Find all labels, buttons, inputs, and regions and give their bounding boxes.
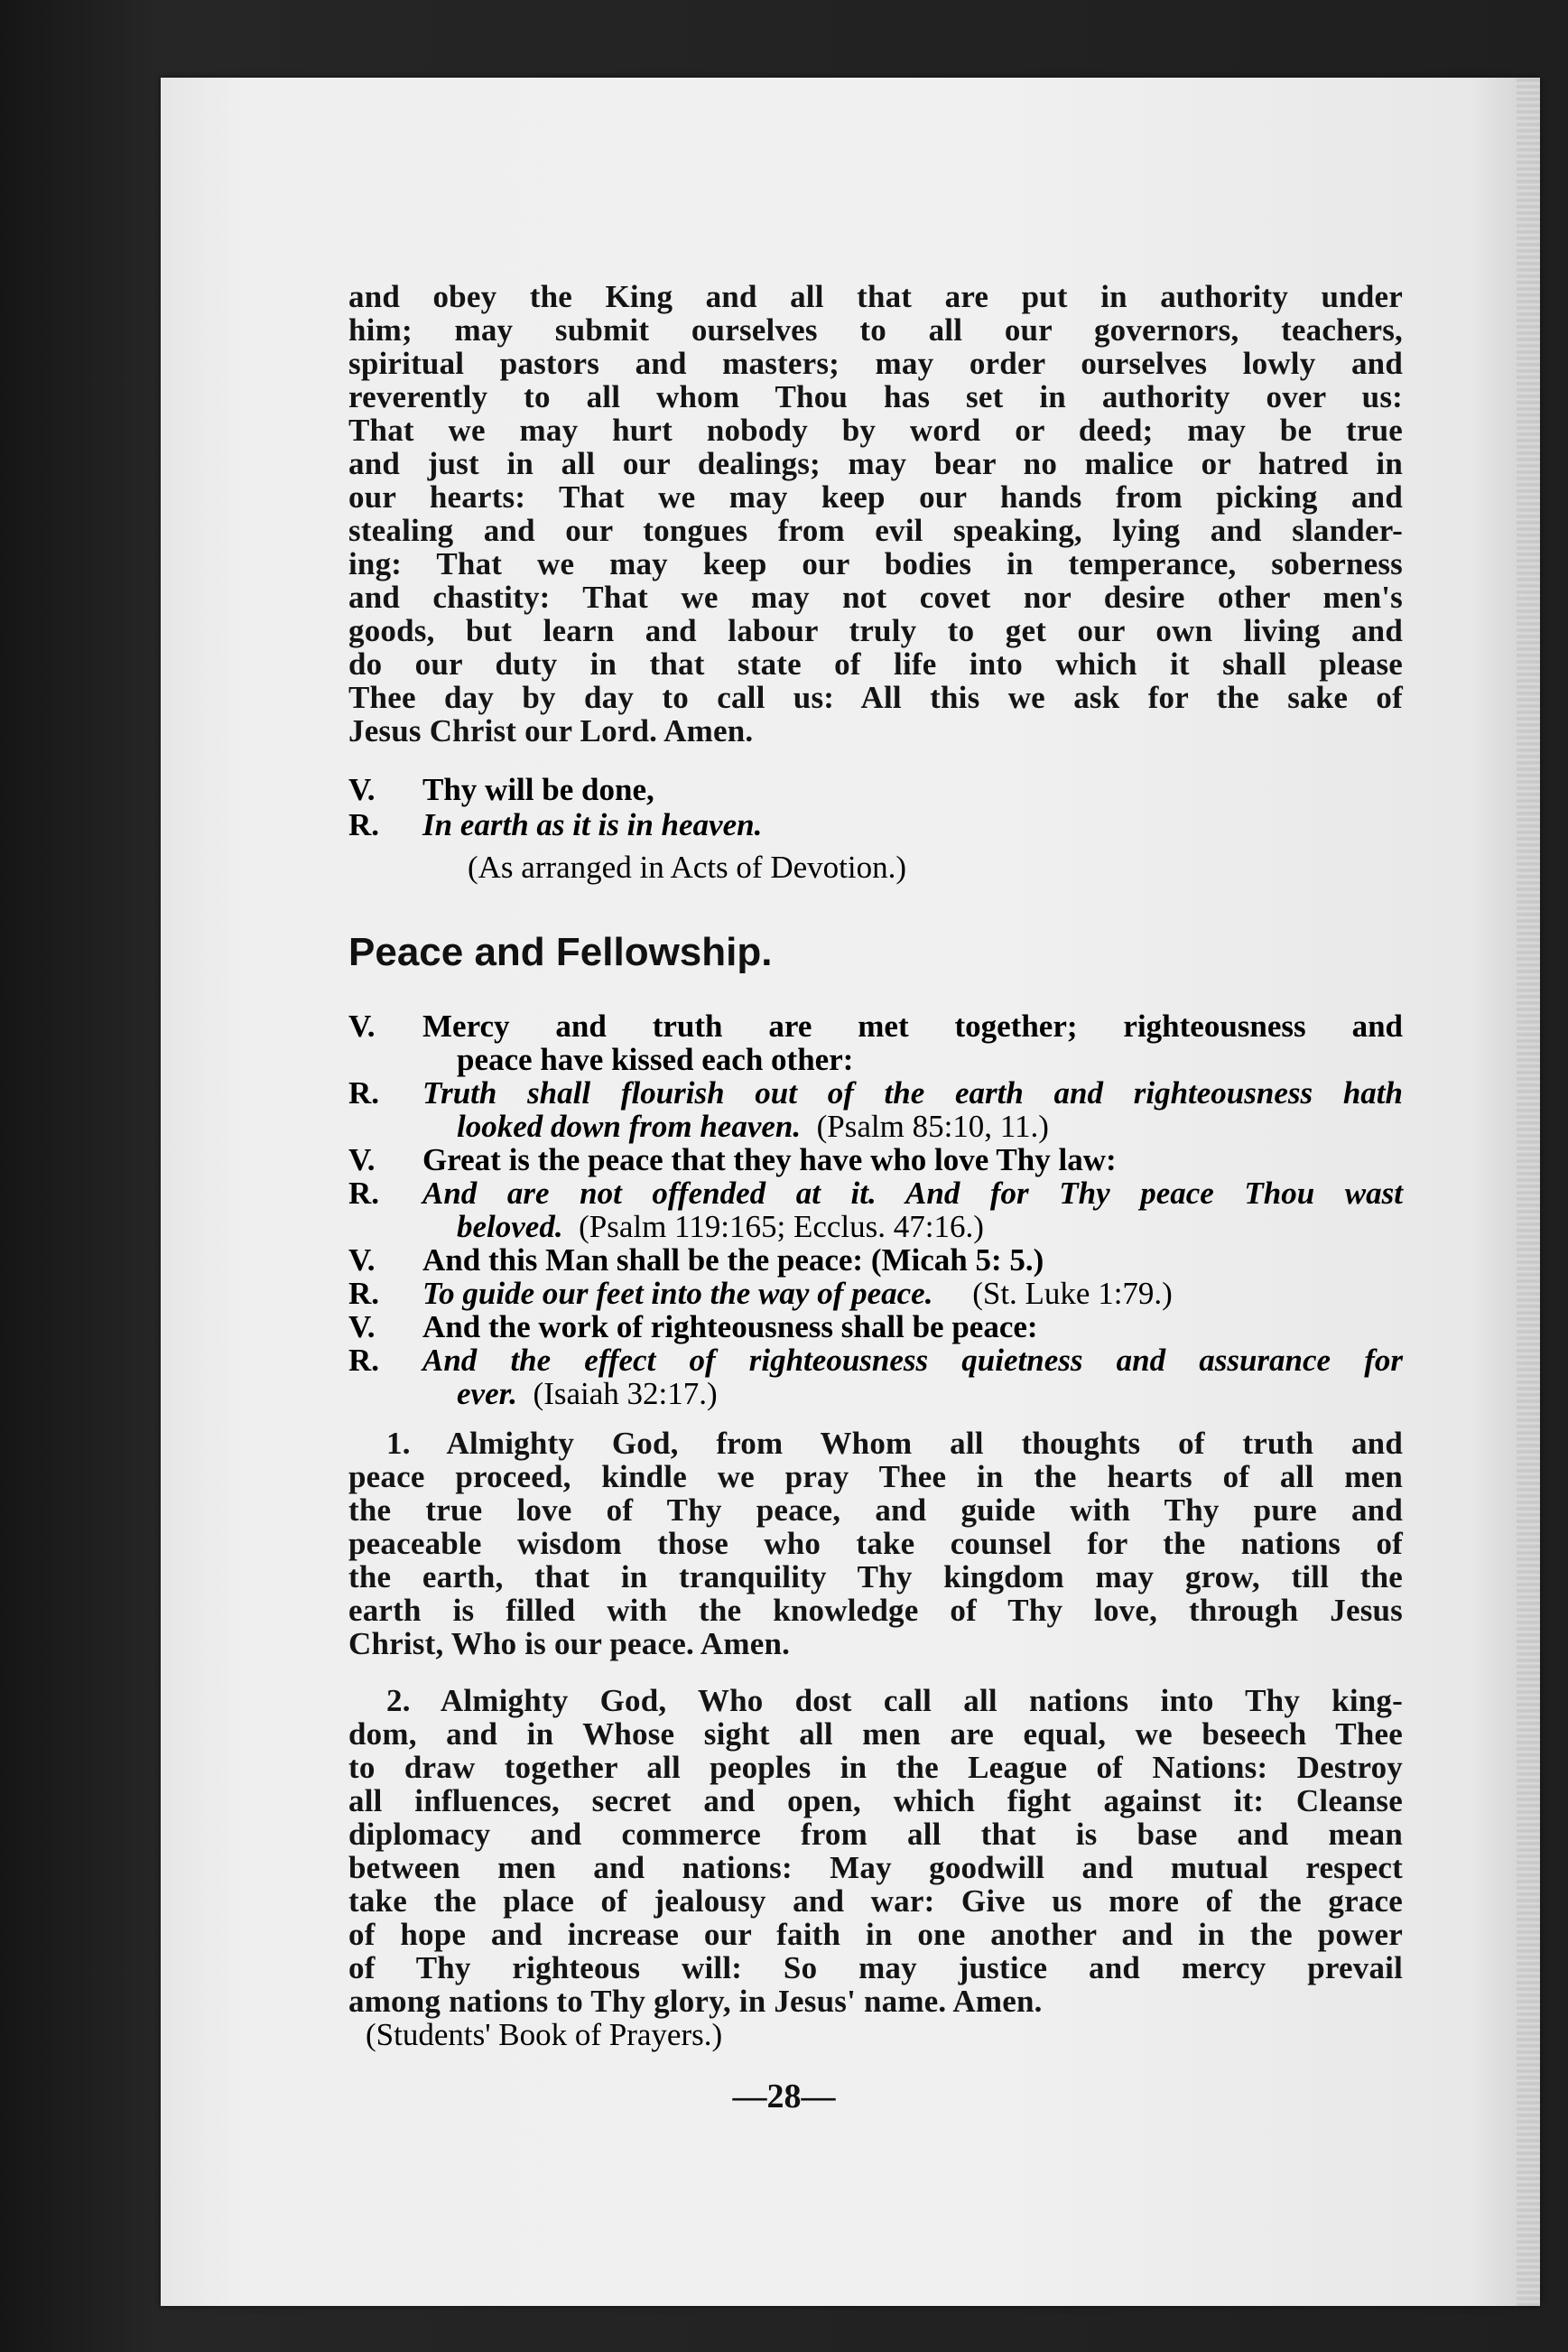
prayer-line: the earth, that in tranquility Thy kingdom may grow, till the (348, 1559, 1403, 1594)
prayer-line: That we may hurt nobody by word or deed; may be true (348, 413, 1403, 448)
prayer-line: goods, but learn and labour truly to get our own living and (348, 613, 1403, 648)
section-heading: Peace and Fellowship. (348, 930, 773, 974)
versicle-text: And the effect of righteousness quietness and assurance for (422, 1343, 1403, 1378)
prayer-line: take the place of jealousy and war: Give us more of the grace (348, 1883, 1403, 1919)
versicle-letter: V. (348, 1142, 376, 1177)
prayer-line: do our duty in that state of life into which it shall please (348, 646, 1403, 682)
versicle-text: Thy will be done, (422, 772, 654, 807)
prayer-line: diplomacy and commerce from all that is base and mean (348, 1817, 1403, 1852)
source-note-2 (366, 2018, 1178, 2051)
versicle-continuation: ever. (Isaiah 32:17.) (457, 1376, 718, 1411)
response-letter: R. (348, 807, 380, 842)
versicle-letter: V. (348, 772, 376, 807)
versicle-letter: R. (348, 1075, 380, 1111)
versicle-letter: R. (348, 1343, 380, 1378)
prayer-line: reverently to all whom Thou has set in authority over us: (348, 379, 1403, 414)
prayer-line: 1. Almighty God, from Whom all thoughts of truth and (386, 1426, 1403, 1461)
prayer-line: the true love of Thy peace, and guide with Thy pure and (348, 1492, 1403, 1528)
versicle-text: And the work of righteousness shall be peace: (422, 1309, 1038, 1344)
versicle-text: And are not offended at it. And for Thy peace Thou wast (422, 1176, 1403, 1211)
prayer-line: Thee day by day to call us: All this we ask for the sake of (348, 680, 1403, 715)
versicle-v-1 (348, 773, 1403, 806)
prayer-line: earth is filled with the knowledge of Thy love, through Jesus (348, 1593, 1403, 1628)
prayer-line: spiritual pastors and masters; may order ourselves lowly and (348, 346, 1403, 381)
prayer-line: and obey the King and all that are put in authority under (348, 279, 1403, 314)
source-note-2-text: (Students' Book of Prayers.) (366, 2017, 723, 2052)
versicle-continuation: peace have kissed each other: (457, 1042, 854, 1077)
versicle-continuation: looked down from heaven. (Psalm 85:10, 11.) (457, 1109, 1049, 1144)
prayer-line: Christ, Who is our peace. Amen. (348, 1626, 791, 1661)
versicle-letter: V. (348, 1242, 376, 1278)
prayer-line: 2. Almighty God, Who dost call all nations into Thy king- (386, 1683, 1403, 1718)
versicle-text: Truth shall flourish out of the earth and righteousness hath (422, 1075, 1403, 1111)
versicle-text: To guide our feet into the way of peace. (St. Luke 1:79.) (422, 1276, 1173, 1311)
response-text: In earth as it is in heaven. (422, 807, 763, 842)
versicle-text: And this Man shall be the peace: (Micah 5: 5.) (422, 1242, 1044, 1278)
prayer-continuation-text (348, 280, 1403, 748)
prayer-line: among nations to Thy glory, in Jesus' name. Amen. (348, 1984, 1043, 2019)
response-r-1 (348, 808, 1403, 841)
prayer-1-text (348, 1427, 1403, 1660)
source-note-1 (468, 851, 1370, 884)
prayer-line: ing: That we may keep our bodies in temperance, soberness (348, 546, 1403, 581)
prayer-line: and just in all our dealings; may bear no malice or hatred in (348, 446, 1403, 481)
prayer-line: stealing and our tongues from evil speaking, lying and slander- (348, 513, 1403, 548)
prayer-line: dom, and in Whose sight all men are equal, we beseech Thee (348, 1716, 1403, 1752)
prayer-continuation (348, 280, 1403, 748)
page-edge (1517, 78, 1540, 2306)
versicle-letter: V. (348, 1309, 376, 1344)
versicle-letter: V. (348, 1009, 376, 1044)
versicle-letter: R. (348, 1176, 380, 1211)
prayer-line: our hearts: That we may keep our hands from picking and (348, 479, 1403, 515)
prayer-line: Jesus Christ our Lord. Amen. (348, 713, 754, 748)
prayer-2 (348, 1684, 1403, 2018)
prayer-line: him; may submit ourselves to all our governors, teachers, (348, 312, 1403, 348)
prayer-line: all influences, secret and open, which fight against it: Cleanse (348, 1783, 1403, 1818)
prayer-line: between men and nations: May goodwill and mutual respect (348, 1850, 1403, 1885)
prayer-line: of Thy righteous will: So may justice and mercy prevail (348, 1950, 1403, 1985)
prayer-line: and chastity: That we may not covet nor desire other men's (348, 580, 1403, 615)
prayer-line: peaceable wisdom those who take counsel for the nations of (348, 1526, 1403, 1561)
page-number: —28— (732, 2078, 836, 2115)
prayer-2-text (348, 1684, 1403, 2018)
prayer-line: peace proceed, kindle we pray Thee in the hearts of all men (348, 1459, 1403, 1494)
prayer-1 (348, 1427, 1403, 1660)
versicle-text: Mercy and truth are met together; righteousness and (422, 1009, 1403, 1044)
versicle-letter: R. (348, 1276, 380, 1311)
prayer-line: to draw together all peoples in the League of Nations: Destroy (348, 1750, 1403, 1785)
versicle-text: Great is the peace that they have who love Thy law: (422, 1142, 1117, 1177)
source-note-text: (As arranged in Acts of Devotion.) (468, 850, 906, 885)
versicle-continuation: beloved. (Psalm 119:165; Ecclus. 47:16.) (457, 1209, 984, 1244)
prayer-line: of hope and increase our faith in one another and in the power (348, 1917, 1403, 1952)
